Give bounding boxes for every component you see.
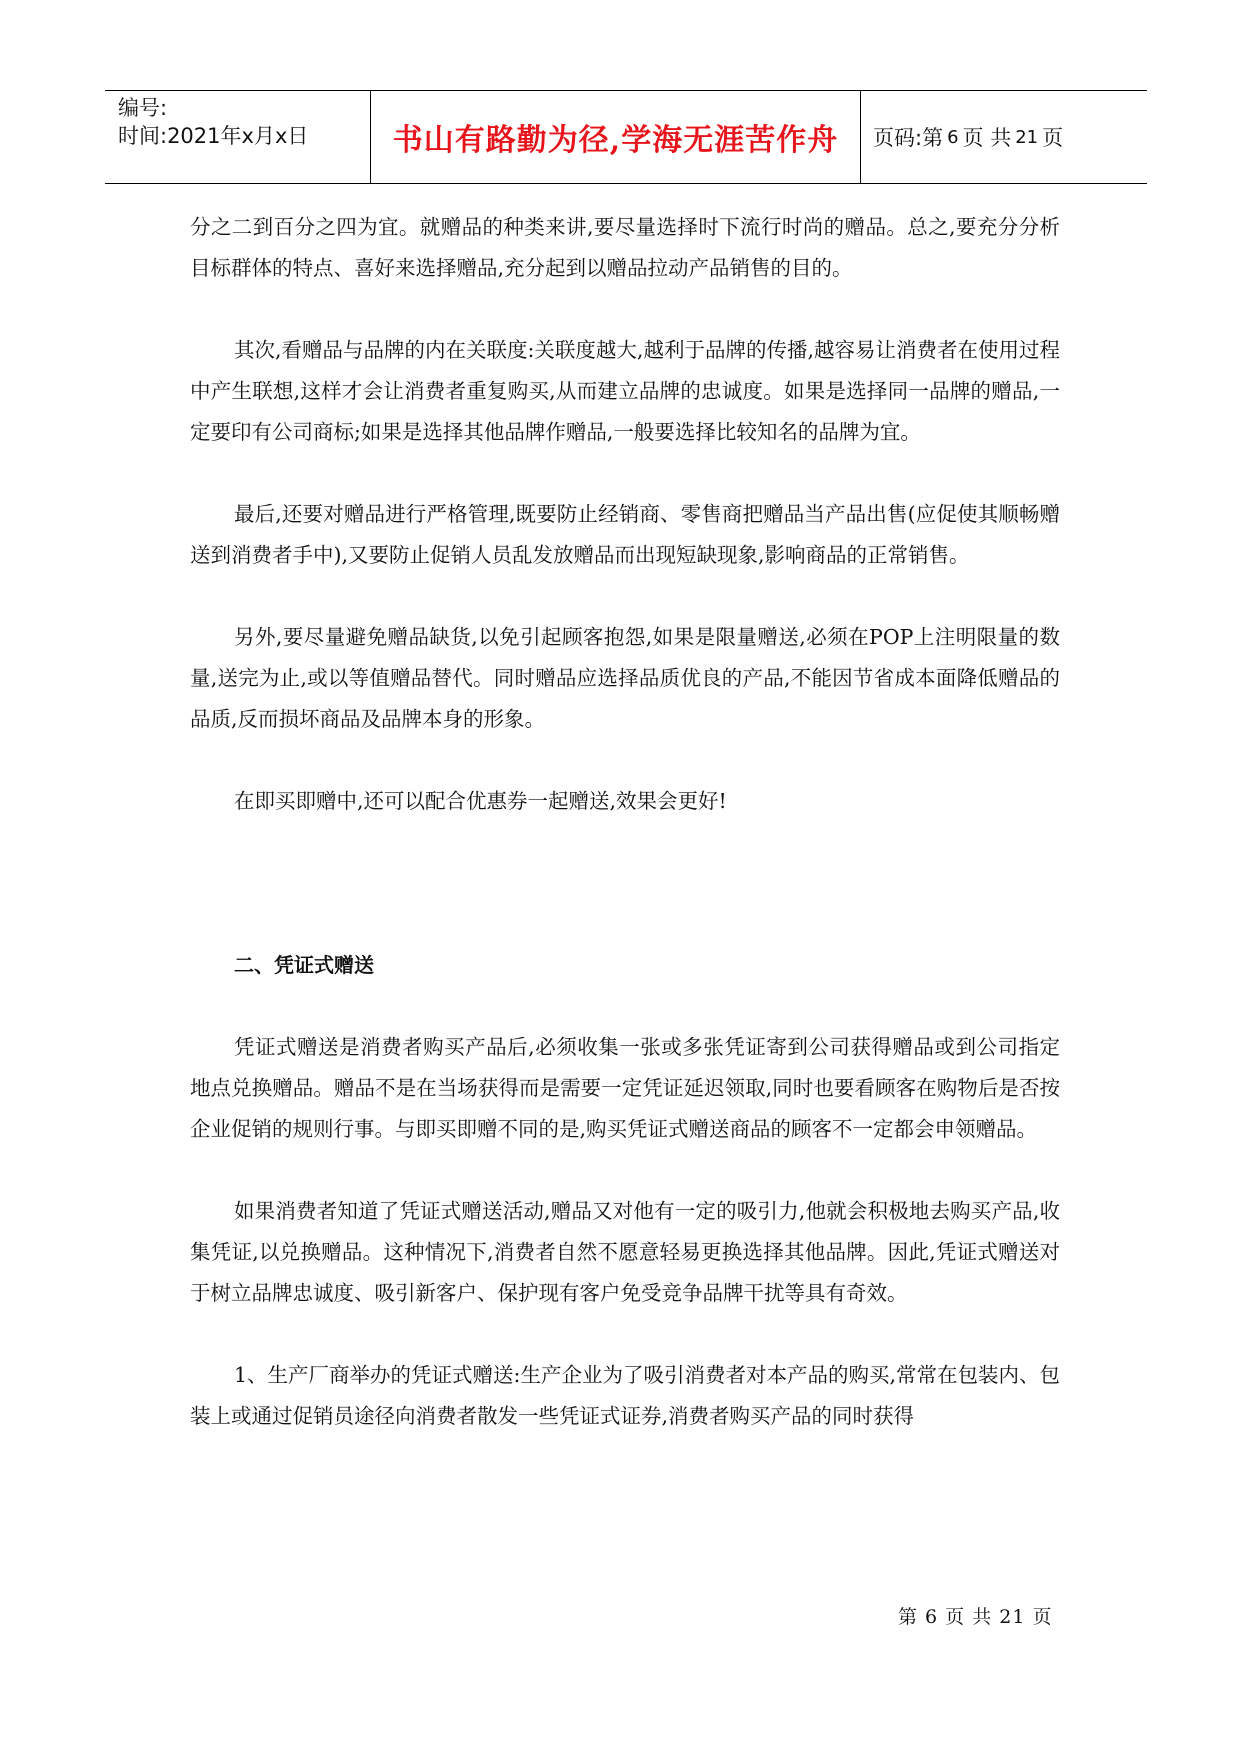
- paragraph-gap: [190, 1314, 1060, 1355]
- header-meta-cell: [105, 91, 371, 183]
- header-page-cell: [861, 91, 1147, 183]
- paragraph-gap: [190, 453, 1060, 494]
- paragraph-7: 如果消费者知道了凭证式赠送活动,赠品又对他有一定的吸引力,他就会积极地去购买产品,收集凭证,以兑换赠品。这种情况下,消费者自然不愿意轻易更换选择其他品牌。因此,凭证式赠送对于树立品牌忠诚度、吸引新客户、保护现有客户免受竞争品牌干扰等具有奇效。: [190, 1199, 1060, 1305]
- page-current: 6: [947, 126, 959, 148]
- page-footer: 第 6 页 共 21 页: [898, 1606, 1053, 1628]
- header-table: [105, 90, 1147, 184]
- header-motto: 书山有路勤为径,学海无涯苦作舟: [392, 123, 839, 158]
- header-motto-cell: [371, 91, 861, 183]
- paragraph-gap: [190, 289, 1060, 330]
- paragraph-8: 1、生产厂商举办的凭证式赠送:生产企业为了吸引消费者对本产品的购买,常常在包装内、包装上或通过促销员途径向消费者散发一些凭证式证券,消费者购买产品的同时获得: [190, 1363, 1060, 1428]
- document-number-label: 编号:: [118, 96, 168, 120]
- page-suffix: 页: [1042, 126, 1064, 150]
- paragraph-3: 最后,还要对赠品进行严格管理,既要防止经销商、零售商把赠品当产品出售(应促使其顺畅赠送到消费者手中),又要防止促销人员乱发放赠品而出现短缺现象,影响商品的正常销售。: [190, 502, 1060, 567]
- paragraph-4: 另外,要尽量避免赠品缺货,以免引起顾客抱怨,如果是限量赠送,必须在POP上注明限量的数量,送完为止,或以等值赠品替代。同时赠品应选择品质优良的产品,不能因节省成本面降低赠品的品质,反而损坏商品及品牌本身的形象。: [190, 625, 1060, 731]
- paragraph-gap: [190, 740, 1060, 781]
- paragraph-gap: [190, 1150, 1060, 1191]
- body-content: [190, 207, 1060, 1437]
- paragraph-6: 凭证式赠送是消费者购买产品后,必须收集一张或多张凭证寄到公司获得赠品或到公司指定地点兑换赠品。赠品不是在当场获得而是需要一定凭证延迟领取,同时也要看顾客在购物后是否按企业促销的规则行事。与即买即赠不同的是,购买凭证式赠送商品的顾客不一定都会申领赠品。: [190, 1035, 1060, 1141]
- paragraph-gap: [190, 986, 1060, 1027]
- paragraph-5: 在即买即赠中,还可以配合优惠券一起赠送,效果会更好!: [234, 789, 727, 813]
- section-heading: 二、凭证式赠送: [234, 953, 374, 977]
- section-gap: [190, 822, 1060, 945]
- page-total: 21: [1015, 126, 1039, 148]
- page-prefix: 页码:第: [873, 126, 944, 150]
- document-time-label: 时间:2021年x月x日: [118, 124, 309, 148]
- paragraph-1: 分之二到百分之四为宜。就赠品的种类来讲,要尽量选择时下流行时尚的赠品。总之,要充分分析目标群体的特点、喜好来选择赠品,充分起到以赠品拉动产品销售的目的。: [190, 215, 1060, 280]
- paragraph-2: 其次,看赠品与品牌的内在关联度:关联度越大,越利于品牌的传播,越容易让消费者在使用过程中产生联想,这样才会让消费者重复购买,从而建立品牌的忠诚度。如果是选择同一品牌的赠品,一定要印有公司商标;如果是选择其他品牌作赠品,一般要选择比较知名的品牌为宜。: [190, 338, 1060, 444]
- page-mid: 页 共: [962, 126, 1012, 150]
- paragraph-gap: [190, 576, 1060, 617]
